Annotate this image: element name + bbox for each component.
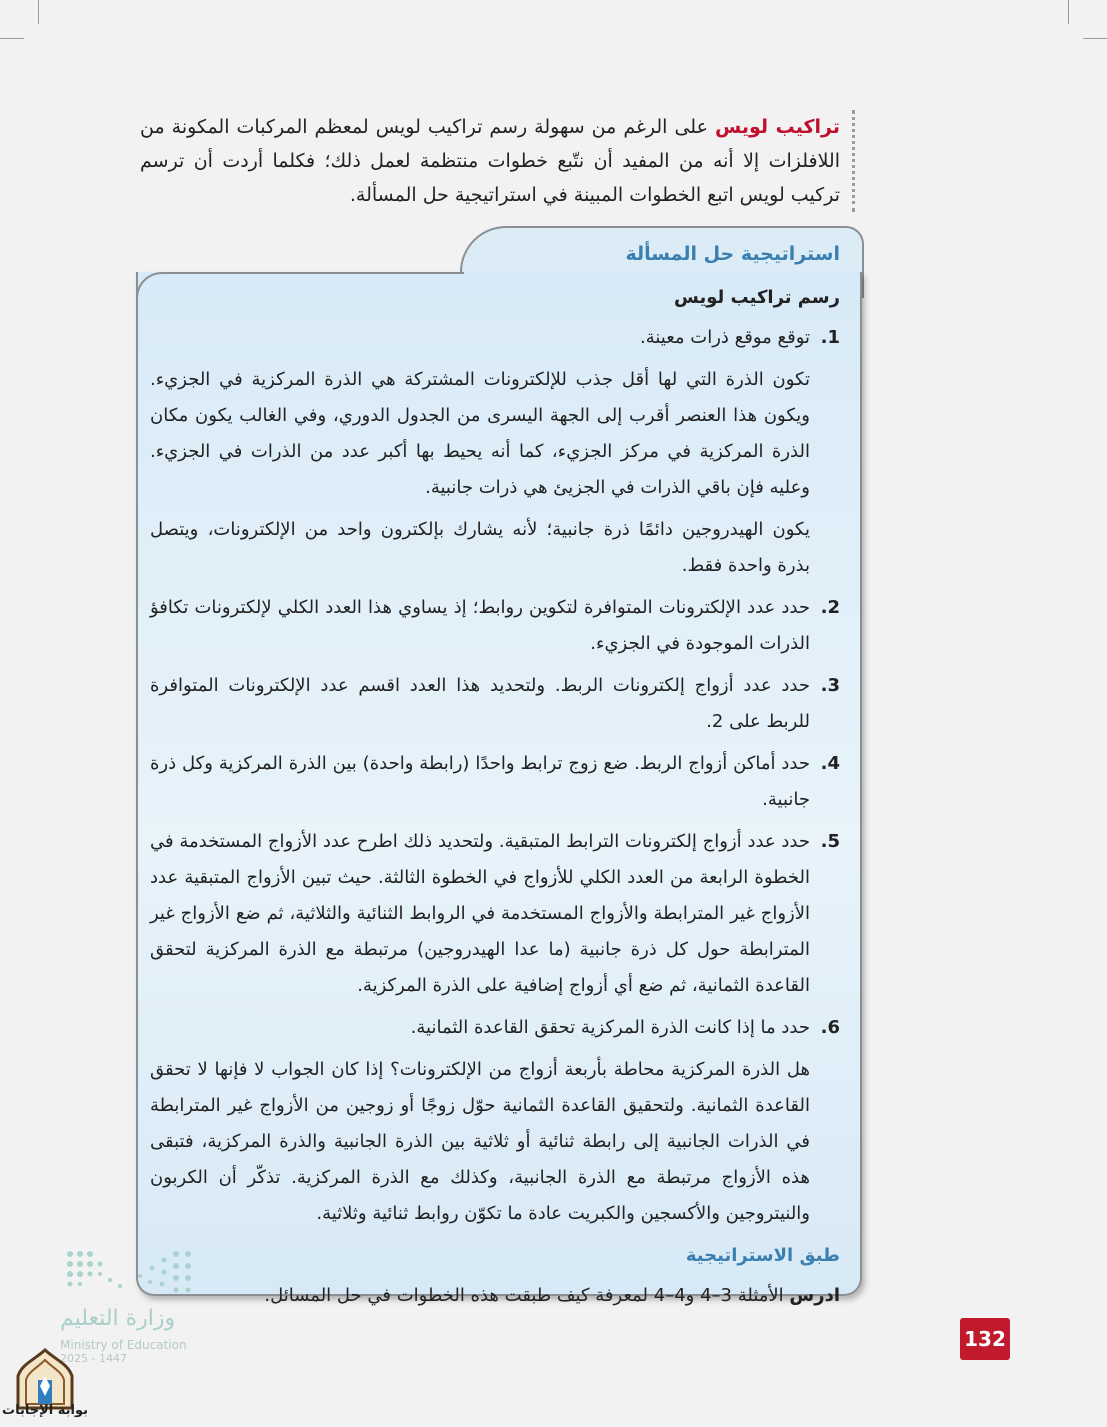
step-number: 4. [820,753,840,774]
apply-strategy-title: طبق الاستراتيجية [685,1245,840,1266]
strategy-content [150,236,840,1314]
intro-paragraph [140,110,855,212]
crop-mark-top-left-h [0,38,24,39]
ministry-name-english: Ministry of Education [60,1338,187,1352]
ministry-name-arabic: وزارة التعليم [60,1306,176,1331]
step-6-paragraph: هل الذرة المركزية محاطة بأربعة أزواج من الإلكترونات؟ إذا كان الجواب لا فإنها لا تحقق القاعدة الثمانية. ولتحقيق القاعدة الثمانية حوّل زوجًا أو زوجين من الأزواج غير المترابطة في الذرات الجانبية إلى رابطة ثنائية أو ثلاثية بين الذرة الجانبية والذرة المركزية، فتبقى هذه الأزواج مرتبطة مع الذرة الجانبية، وكذلك مع الذرة المركزية. تذكّر أن الكربون والنيتروجين والأكسجين والكبريت عادة ما تكوّن روابط ثنائية وثلاثية. [150,1059,810,1224]
step-4 [150,746,840,818]
apply-strategy-text [150,1278,840,1314]
apply-body: الأمثلة 3–4 و4–4 لمعرفة كيف طبقت هذه الخطوات في حل المسائل. [264,1285,790,1306]
strategy-subtitle: رسم تراكيب لويس [674,287,840,308]
step-3 [150,668,840,740]
page-number-badge: 132 [960,1318,1010,1360]
edition-year: 2025 - 1447 [60,1352,127,1365]
step-1-paragraph-1: تكون الذرة التي لها أقل جذب للإلكترونات المشتركة هي الذرة المركزية في الجزيء. ويكون هذا العنصر أقرب إلى الجهة اليسرى من الجدول الدوري، وفي الغالب يكون مكان الذرة المركزية في مركز الجزيء، كما أنه يحيط بها أكبر عدد من الذرات في الجزيء. وعليه فإن باقي الذرات في الجزيئ هي ذرات جانبية. [150,369,810,498]
apply-lead: ادرس [789,1285,840,1306]
step-text: حدد عدد أزواج إلكترونات الربط. ولتحديد هذا العدد اقسم عدد الإلكترونات المتوافرة للربط على 2. [150,675,810,732]
intro-keyword: تراكيب لويس [714,116,840,138]
step-number: 5. [820,831,840,852]
portal-label: بوابة الإجابات [2,1403,88,1418]
step-2 [150,590,840,662]
step-1-paragraph-2: يكون الهيدروجين دائمًا ذرة جانبية؛ لأنه يشارك بإلكترون واحد من الإلكترونات، ويتصل بذرة واحدة فقط. [150,519,810,576]
strategy-title: استراتيجية حل المسألة [625,243,840,265]
step-text: توقع موقع ذرات معينة. [640,327,810,348]
step-text: حدد عدد الإلكترونات المتوافرة لتكوين روابط؛ إذ يساوي هذا العدد الكلي لإلكترونات تكافؤ الذرات الموجودة في الجزيء. [150,597,810,654]
crop-mark-top-right-h [1083,38,1107,39]
crop-mark-top-right-v [1068,0,1069,24]
step-number: 6. [820,1017,840,1038]
crop-mark-top-left-v [38,0,39,24]
step-number: 2. [820,597,840,618]
step-text: حدد عدد أزواج إلكترونات الترابط المتبقية. ولتحديد ذلك اطرح عدد الأزواج المستخدمة في الخطوة الرابعة من العدد الكلي للأزواج في الخطوة الثالثة. حيث تبين الأزواج المتبقية عدد الأزواج غير المترابطة والأزواج المستخدمة في الروابط الثنائية والثلاثية، ثم ضع الأزواج غير المترابطة حول كل ذرة جانبية (ما عدا الهيدروجين) مرتبطة مع الذرة المركزية لتحقق القاعدة الثمانية، ثم ضع أي أزواج إضافية على الذرة المركزية. [150,831,810,996]
step-text: حدد أماكن أزواج الربط. ضع زوج ترابط واحدًا (رابطة واحدة) بين الذرة المركزية وكل ذرة جانبية. [150,753,810,810]
step-text: حدد ما إذا كانت الذرة المركزية تحقق القاعدة الثمانية. [410,1017,810,1038]
intro-text: على الرغم من سهولة رسم تراكيب لويس لمعظم المركبات المكونة من اللافلزات إلا أنه من المفيد أن نتّبع خطوات منتظمة لعمل ذلك؛ فكلما أردت أن ترسم تركيب لويس اتبع الخطوات المبينة في استراتيجية حل المسألة. [140,116,840,206]
dots-pattern-icon [60,1246,200,1296]
step-number: 3. [820,675,840,696]
step-5 [150,824,840,1004]
step-1 [150,320,840,356]
step-number: 1. [820,327,840,348]
step-6 [150,1010,840,1046]
